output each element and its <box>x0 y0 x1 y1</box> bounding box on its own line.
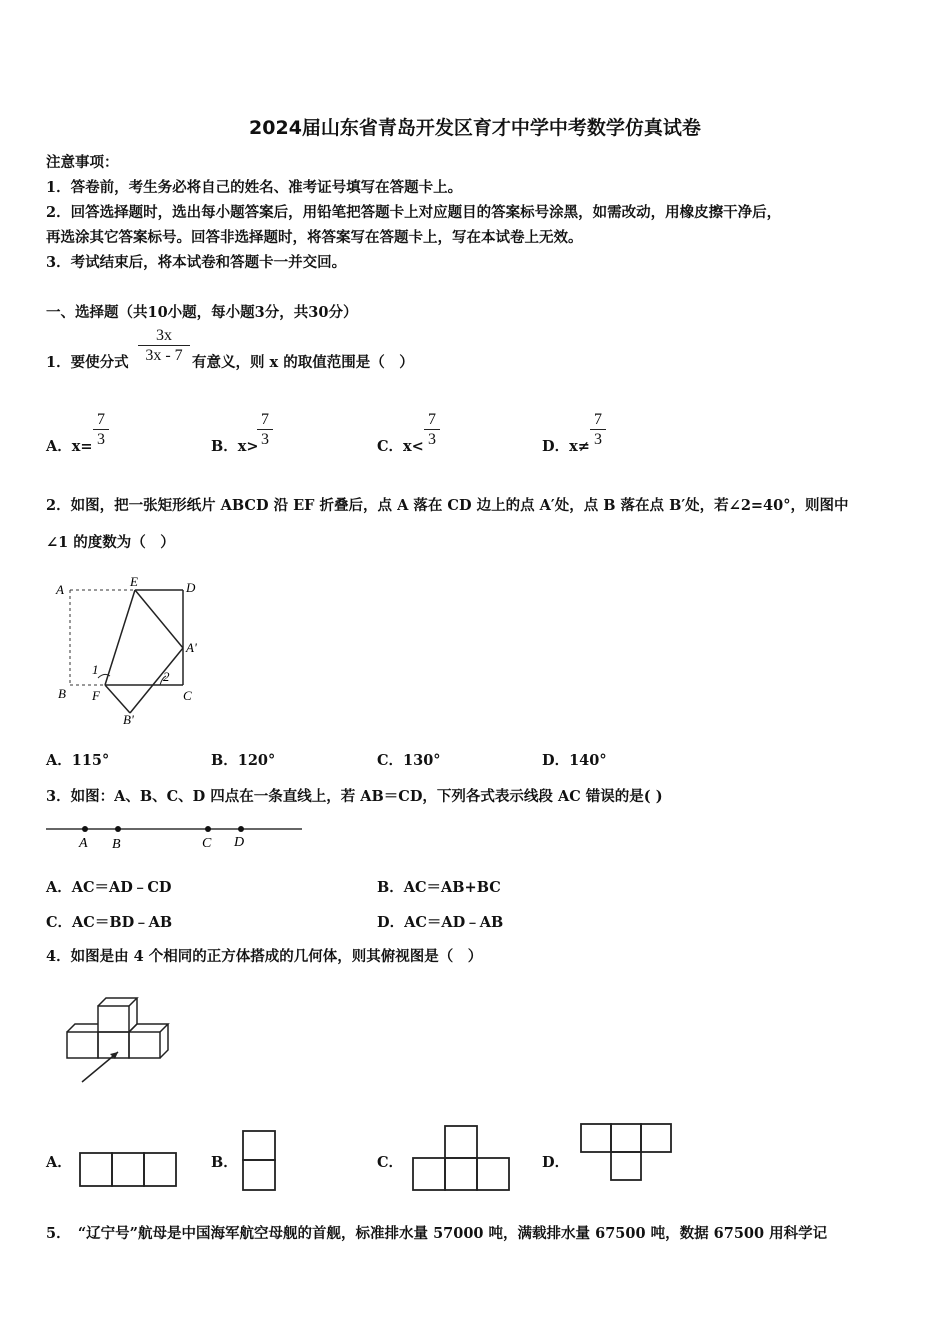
q1-option-b-num: 7 <box>257 410 273 430</box>
q3-label-a: A <box>79 836 88 851</box>
q1-fraction <box>138 326 190 365</box>
q4-bottom-cube-left <box>67 1032 98 1058</box>
q2-label-b-prime: B' <box>123 712 134 727</box>
q1-option-d-den: 3 <box>594 431 602 448</box>
q2-label-b: B <box>58 686 66 701</box>
note-3: 3．考试结束后，将本试卷和答题卡一并交回。 <box>46 254 347 271</box>
q4-option-a: A． <box>46 1154 72 1171</box>
q1-frac-den: 3x - 7 <box>145 347 183 364</box>
q1-option-c-num: 7 <box>424 410 440 430</box>
q2-label-f: F <box>92 688 100 703</box>
note-2b: 再选涂其它答案标号。回答非选择题时，将答案写在答题卡上，写在本试卷上无效。 <box>46 229 583 246</box>
q3-point-a <box>82 826 88 832</box>
page-title: 2024届山东省青岛开发区育才中学中考数学仿真试卷 <box>249 117 701 139</box>
q1-frac-num: 3x <box>138 326 190 346</box>
q2-edge-fb2 <box>105 685 130 713</box>
q2-label-2: 2 <box>163 669 170 684</box>
q1-option-c: C．x< <box>377 438 424 455</box>
q3-point-c <box>205 826 211 832</box>
q2-option-c: C．130° <box>377 752 441 769</box>
q4-text: 4．如图是由 4 个相同的正方体搭成的几何体，则其俯视图是（ ） <box>46 948 483 965</box>
q1-option-c-den: 3 <box>428 431 436 448</box>
q2-line1: 2．如图，把一张矩形纸片 ABCD 沿 EF 折叠后，点 A 落在 CD 边上的点 A′处，点 B 落在点 B′处，若∠2=40°，则图中 <box>46 497 849 514</box>
q1-option-d-frac <box>590 410 606 449</box>
q2-label-c: C <box>183 688 192 703</box>
q3-option-d: D．AC＝AD﹣AB <box>377 914 504 931</box>
q4-right-cube-top <box>129 1024 168 1032</box>
q2-option-b: B．120° <box>211 752 276 769</box>
q4-left-cube-top <box>67 1024 98 1032</box>
q4-option-a-view <box>79 1151 179 1189</box>
q3-option-a: A．AC＝AD﹣CD <box>46 879 172 896</box>
q4-option-b-view <box>241 1129 277 1193</box>
q3-text: 3．如图：A、B、C、D 四点在一条直线上，若 AB＝CD，下列各式表示线段 AC 错误的是( ) <box>46 788 663 805</box>
q4-option-c: C． <box>377 1154 404 1171</box>
q4-top-cube-front <box>98 1006 129 1032</box>
q2-folding-figure <box>50 570 210 730</box>
q1-option-a-num: 7 <box>93 410 109 430</box>
q4-option-c-view <box>411 1124 513 1192</box>
q4-option-b: B． <box>211 1154 238 1171</box>
q4-option-d-view <box>579 1122 675 1184</box>
q3-point-d <box>238 826 244 832</box>
q2-label-a-prime: A' <box>186 640 197 655</box>
q2-label-e: E <box>130 574 138 589</box>
q1-option-a-frac <box>93 410 109 449</box>
section-heading: 一、选择题（共10小题，每小题3分，共30分） <box>46 304 358 321</box>
q2-label-d: D <box>186 580 196 595</box>
q3-line-figure <box>44 818 306 854</box>
q1-option-a: A．x= <box>46 438 93 455</box>
note-1: 1．答卷前，考生务必将自己的姓名、准考证号填写在答题卡上。 <box>46 179 463 196</box>
q5-text: 5． “辽宁号”航母是中国海军航空母舰的首舰，标准排水量 57000 吨，满载排水量 67500 吨，数据 67500 用科学记 <box>46 1225 828 1242</box>
q4-right-cube-side <box>160 1024 168 1058</box>
q2-line2: ∠1 的度数为（ ） <box>46 534 175 551</box>
q1-prefix: 1．要使分式 <box>46 354 129 371</box>
q1-option-b-frac <box>257 410 273 449</box>
q4-top-cube-side <box>129 998 137 1032</box>
q2-label-1: 1 <box>92 662 99 677</box>
q1-option-b-den: 3 <box>261 431 269 448</box>
q3-label-b: B <box>112 837 121 852</box>
q3-label-d: D <box>234 835 245 850</box>
q3-label-c: C <box>202 836 212 851</box>
q1-option-b: B．x> <box>211 438 259 455</box>
q1-option-a-den: 3 <box>97 431 105 448</box>
q1-option-d: D．x≠ <box>542 438 590 455</box>
notes-heading: 注意事项： <box>46 154 119 171</box>
q1-option-d-num: 7 <box>590 410 606 430</box>
q4-option-d: D． <box>542 1154 570 1171</box>
q2-option-a: A．115° <box>46 752 110 769</box>
q3-option-c: C．AC＝BD﹣AB <box>46 914 173 931</box>
q2-edge-ea2 <box>135 590 183 648</box>
note-2a: 2．回答选择题时，选出每小题答案后，用铅笔把答题卡上对应题目的答案标号涂黑，如需改动，用橡皮擦干净后， <box>46 204 782 221</box>
q2-option-d: D．140° <box>542 752 607 769</box>
q4-top-cube-top <box>98 998 137 1006</box>
q1-suffix: 有意义，则 x 的取值范围是（ ） <box>192 354 414 371</box>
q2-label-a: A <box>56 582 64 597</box>
q3-point-b <box>115 826 121 832</box>
q2-fold-ef <box>105 590 135 685</box>
q4-cube-solid-figure <box>60 990 190 1090</box>
q1-option-c-frac <box>424 410 440 449</box>
q2-edge-a2b2 <box>130 648 183 713</box>
q4-bottom-cube-right <box>129 1032 160 1058</box>
q3-option-b: B．AC＝AB+BC <box>377 879 501 896</box>
